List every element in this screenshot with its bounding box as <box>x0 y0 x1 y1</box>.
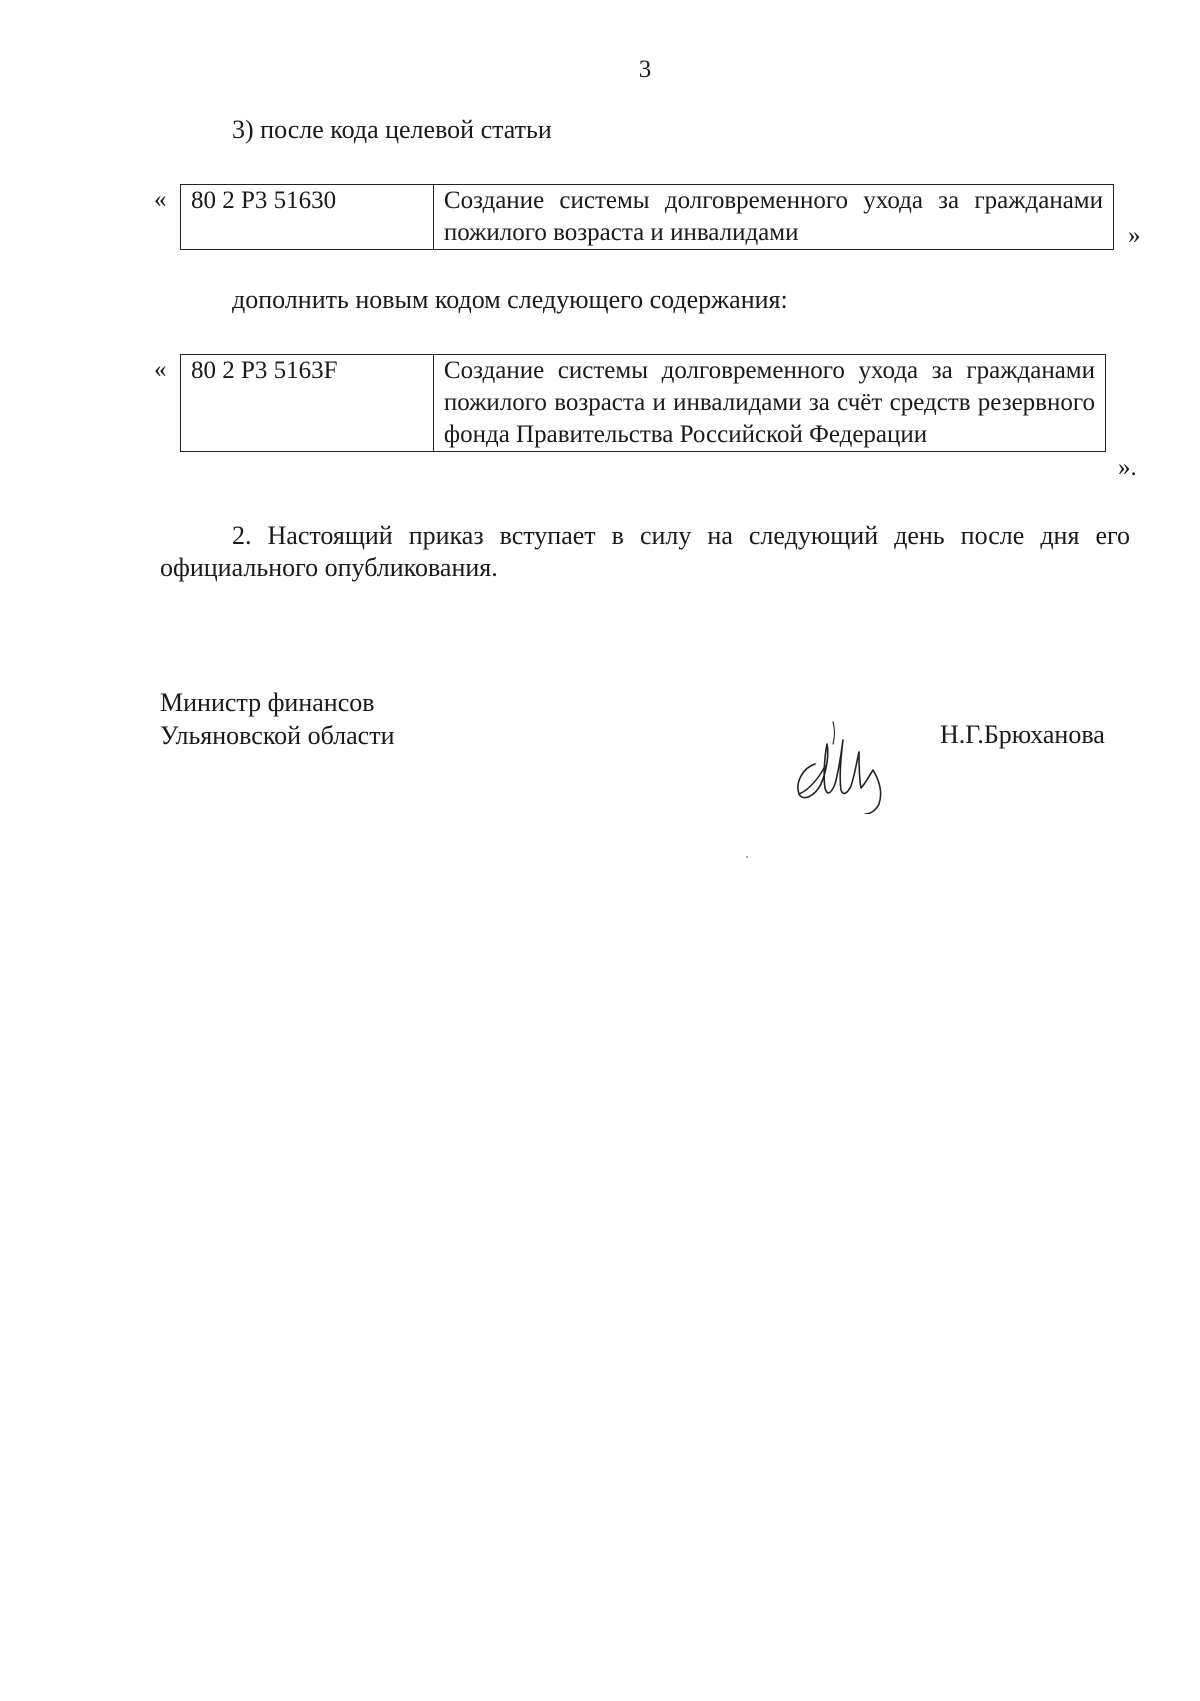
item3-intro: 3) после кода целевой статьи <box>232 115 552 144</box>
minister-title <box>160 686 394 752</box>
table-row <box>181 185 1114 250</box>
open-quote: « <box>154 186 167 213</box>
code-cell: 80 2 Р3 51630 <box>181 185 434 250</box>
minister-title-line2: Ульяновской области <box>160 721 395 750</box>
signer-name: Н.Г.Брюханова <box>940 720 1105 749</box>
close-quote: ». <box>1118 454 1137 481</box>
minister-title-line1: Министр финансов <box>160 688 375 717</box>
description-cell: Создание системы долговременного ухода за гражданами пожилого возраста и инвалидами за счёт средств резервного фонда Правительства Российской Федерации <box>433 355 1105 452</box>
code-row-new <box>150 354 1140 490</box>
code-row-existing <box>150 184 1140 254</box>
code-table-existing <box>180 184 1114 250</box>
code-cell: 80 2 Р3 5163F <box>181 355 434 452</box>
supplement-text: дополнить новым кодом следующего содержания: <box>232 285 788 314</box>
description-cell: Создание системы долговременного ухода за гражданами пожилого возраста и инвалидами <box>433 185 1113 250</box>
handwritten-signature <box>775 704 915 814</box>
open-quote: « <box>154 356 167 383</box>
scan-speck <box>746 856 748 858</box>
code-table-new <box>180 354 1106 452</box>
item2-paragraph: 2. Настоящий приказ вступает в силу на следующий день после дня его официального опубликования. <box>160 521 1130 582</box>
page-number: 3 <box>638 56 652 83</box>
table-row <box>181 355 1106 452</box>
close-quote: » <box>1128 222 1141 249</box>
